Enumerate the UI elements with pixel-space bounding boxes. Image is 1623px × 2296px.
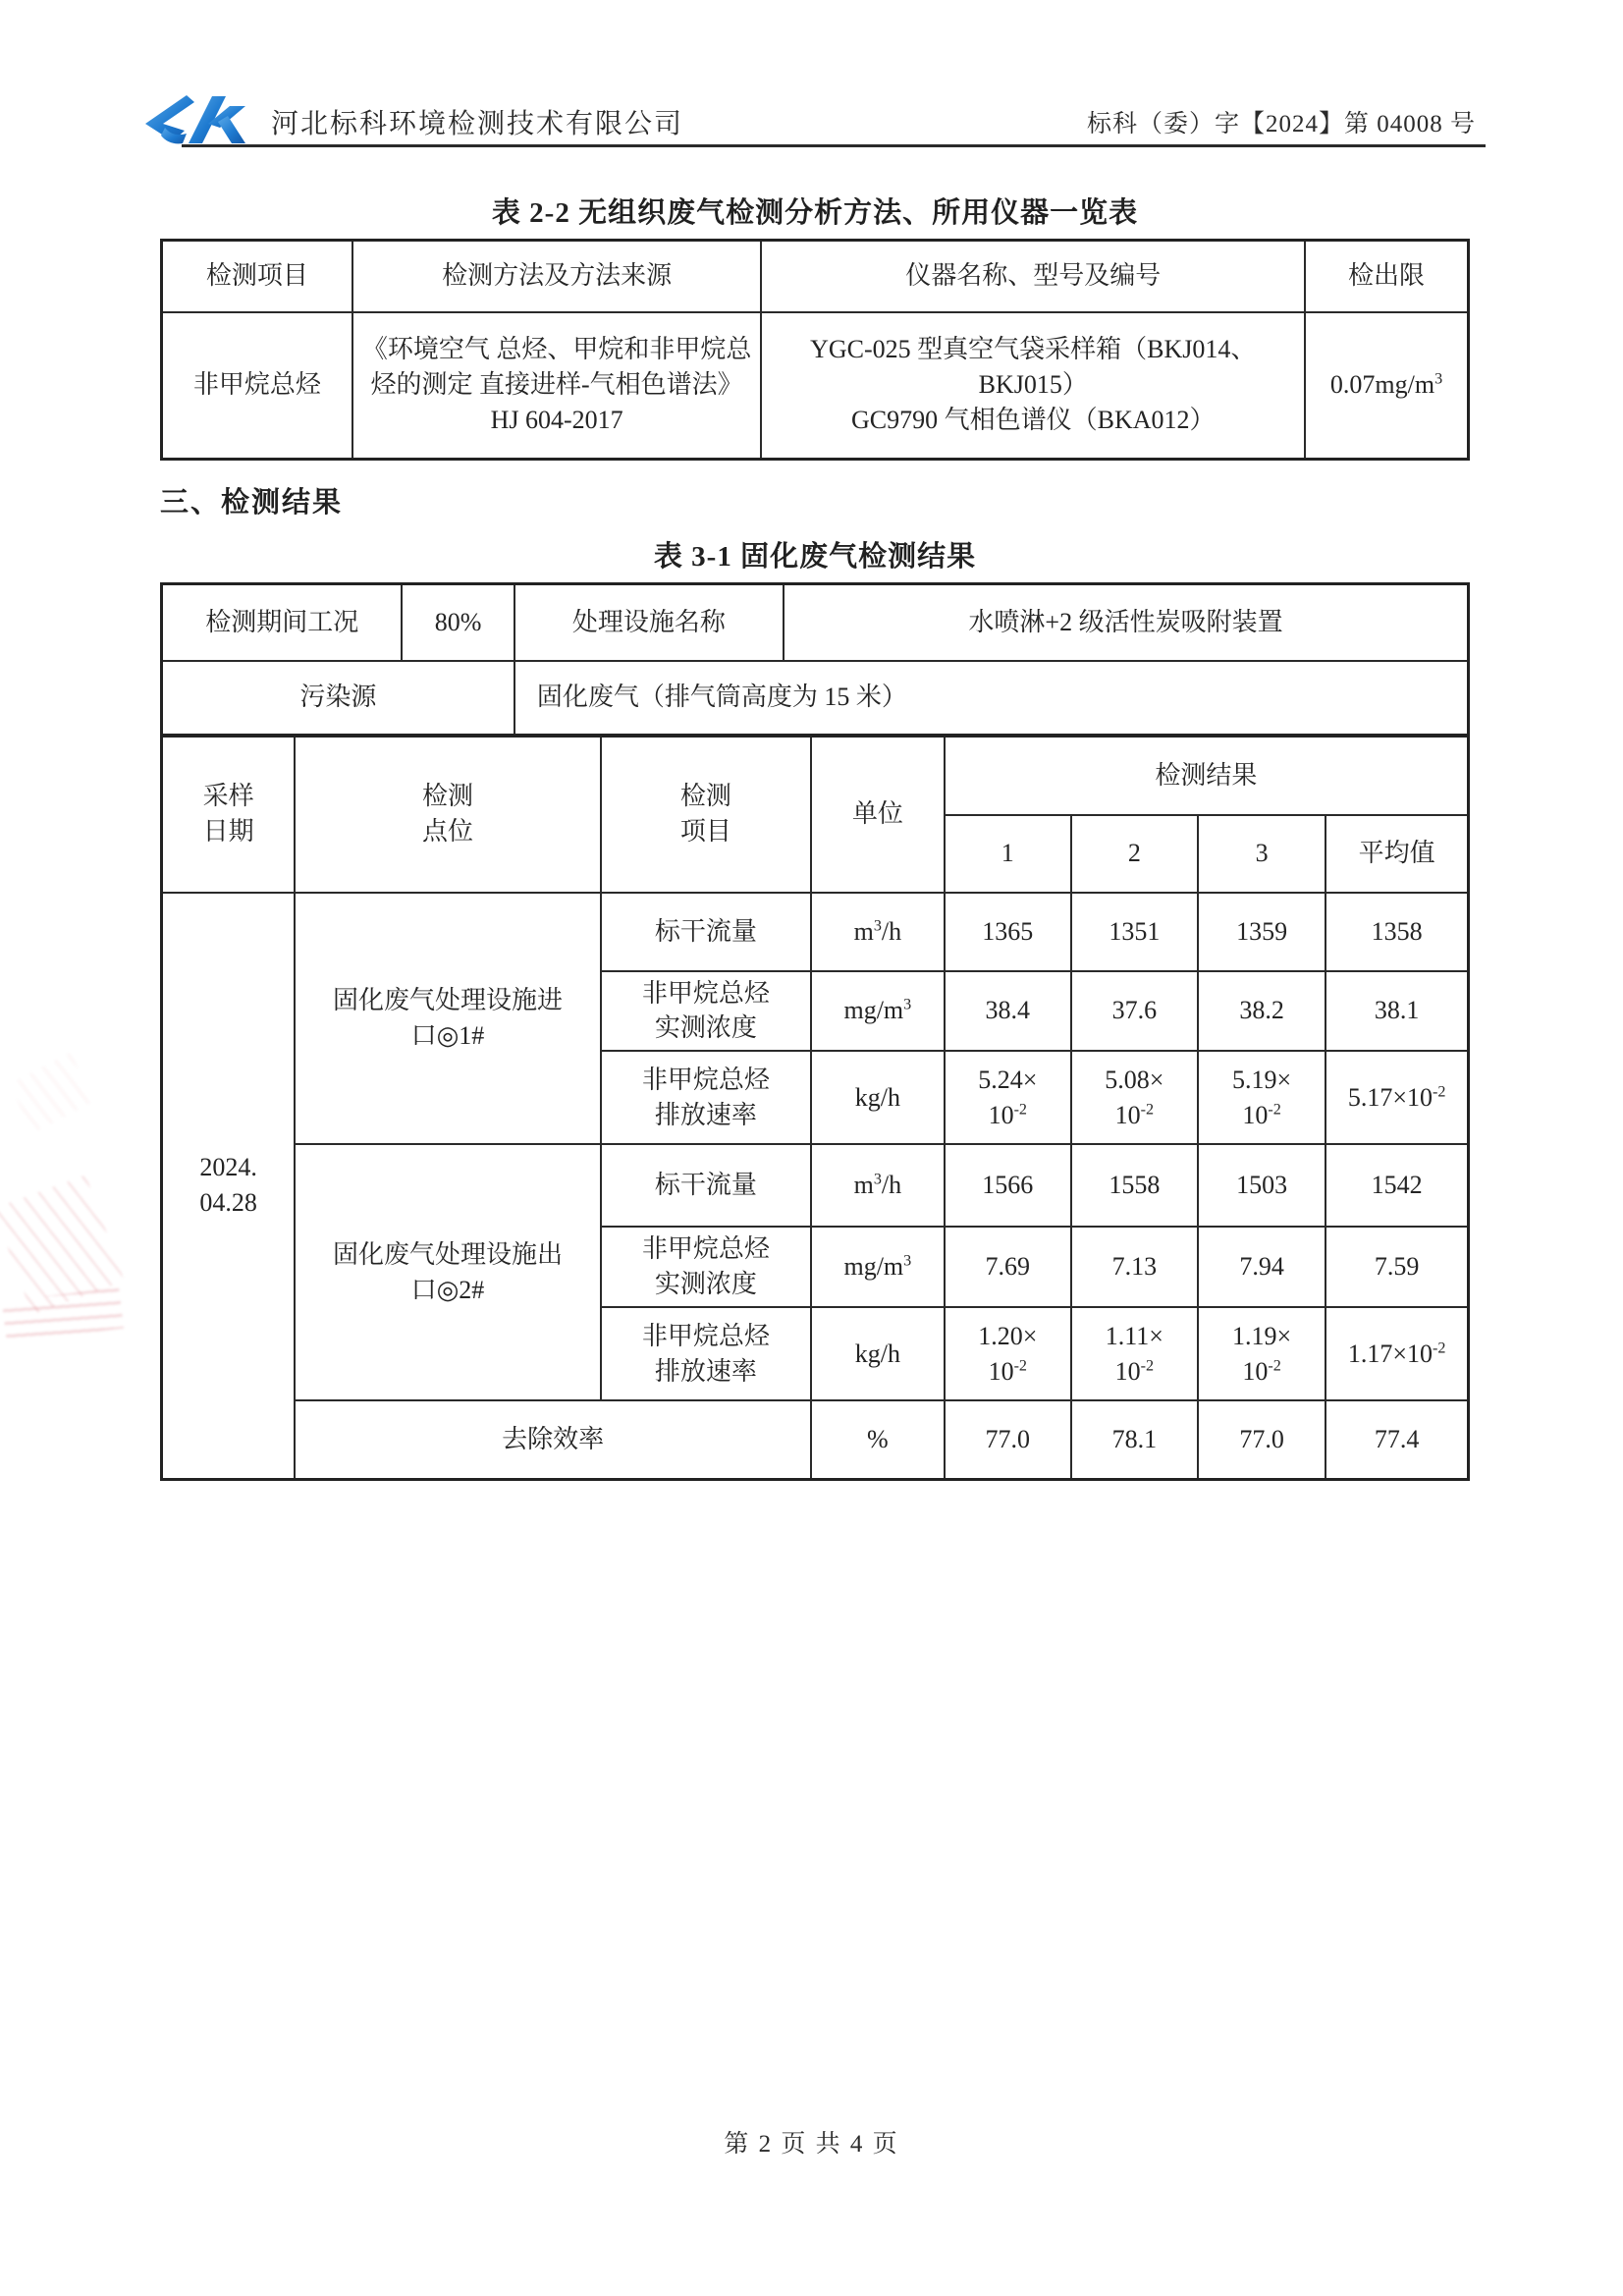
value-cell: 5.08× $10^{-2}$ xyxy=(1071,1051,1198,1144)
value-cell: 77.0 xyxy=(1198,1400,1325,1479)
item-cell: 非甲烷总烃 实测浓度 xyxy=(601,1227,811,1307)
unit-cell: $m^3/h$ xyxy=(811,893,945,971)
value-cell: 37.6 xyxy=(1071,971,1198,1052)
col-header-test-item: 检测 项目 xyxy=(601,737,811,893)
company-name: 河北标科环境检测技术有限公司 xyxy=(271,109,684,139)
col-header-average: 平均值 xyxy=(1325,815,1468,893)
col-header-unit: 单位 xyxy=(811,737,945,893)
removal-label: 去除效率 xyxy=(295,1400,811,1479)
value-cell: 7.13 xyxy=(1071,1227,1198,1307)
condition-row xyxy=(162,584,1469,661)
table-3-1-conditions xyxy=(160,582,1470,737)
header-divider xyxy=(182,144,1486,147)
red-stamp-artifact xyxy=(0,1175,125,1314)
inlet-flow-row xyxy=(162,893,1469,971)
company-logo-icon xyxy=(135,94,259,145)
average-cell: $1.17\times 10^{-2}$ xyxy=(1325,1307,1468,1400)
col-header-sample-date: 采样 日期 xyxy=(162,737,296,893)
sample-date-cell: 2024. 04.28 xyxy=(162,893,296,1480)
value-cell: 1503 xyxy=(1198,1144,1325,1227)
red-stamp-artifact xyxy=(2,1287,124,1342)
method-code: HJ 604-2017 xyxy=(490,406,623,435)
removal-efficiency-row xyxy=(162,1400,1469,1479)
item-cell: 标干流量 xyxy=(601,893,811,971)
value-cell: 1.11× $10^{-2}$ xyxy=(1071,1307,1198,1400)
col-header-results-group: 检测结果 xyxy=(945,737,1469,815)
cell-method xyxy=(352,312,762,460)
value-cell: 1365 xyxy=(945,893,1071,971)
table-2-2-data-row xyxy=(162,312,1469,460)
inlet-point-cell: 固化废气处理设施进 口◎1# xyxy=(295,893,600,1145)
pollution-source-row xyxy=(162,661,1469,736)
col-header-run-2: 2 xyxy=(1071,815,1198,893)
item-cell: 非甲烷总烃 实测浓度 xyxy=(601,971,811,1052)
cell-detection-limit: $0.07mg/m^3$ xyxy=(1305,312,1468,460)
col-header-sample-point: 检测 点位 xyxy=(295,737,600,893)
facility-value: 水喷淋+2 级活性炭吸附装置 xyxy=(784,584,1468,661)
value-cell: 1.20× $10^{-2}$ xyxy=(945,1307,1071,1400)
unit-cell: % xyxy=(811,1400,945,1479)
page-number: 第 2 页 共 4 页 xyxy=(724,2131,899,2158)
value-cell: 78.1 xyxy=(1071,1400,1198,1479)
table-3-1-title: 表 3-1 固化废气检测结果 xyxy=(653,541,977,573)
average-cell: 38.1 xyxy=(1325,971,1468,1052)
item-cell: 非甲烷总烃 排放速率 xyxy=(601,1307,811,1400)
cell-test-item: 非甲烷总烃 xyxy=(162,312,352,460)
instrument-sampler: YGC-025 型真空气袋采样箱（BKJ014、BKJ015） xyxy=(810,335,1257,400)
content-column xyxy=(160,191,1470,1481)
value-cell: 1566 xyxy=(945,1144,1071,1227)
col-header-instrument: 仪器名称、型号及编号 xyxy=(761,241,1305,312)
method-standard: 《环境空气 总烃、甲烷和非甲烷总烃的测定 直接进样-气相色谱法》 xyxy=(361,335,752,400)
source-label: 污染源 xyxy=(162,661,514,736)
average-cell: 1358 xyxy=(1325,893,1468,971)
value-cell: 38.2 xyxy=(1198,971,1325,1052)
item-cell: 标干流量 xyxy=(601,1144,811,1227)
unit-cell: $m^3/h$ xyxy=(811,1144,945,1227)
facility-label: 处理设施名称 xyxy=(514,584,784,661)
unit-cell: kg/h xyxy=(811,1307,945,1400)
col-header-detection-limit: 检出限 xyxy=(1305,241,1468,312)
unit-cell: $mg/m^3$ xyxy=(811,971,945,1052)
value-cell: 77.0 xyxy=(945,1400,1071,1479)
average-cell: 1542 xyxy=(1325,1144,1468,1227)
col-header-run-1: 1 xyxy=(945,815,1071,893)
value-cell: 1359 xyxy=(1198,893,1325,971)
outlet-flow-row xyxy=(162,1144,1469,1227)
unit-cell: $mg/m^3$ xyxy=(811,1227,945,1307)
average-cell: $5.17\times 10^{-2}$ xyxy=(1325,1051,1468,1144)
value-cell: 1.19× $10^{-2}$ xyxy=(1198,1307,1325,1400)
table-2-2-title: 表 2-2 无组织废气检测分析方法、所用仪器一览表 xyxy=(491,197,1139,229)
unit-cell: kg/h xyxy=(811,1051,945,1144)
average-cell: 77.4 xyxy=(1325,1400,1468,1479)
section-3-heading: 三、检测结果 xyxy=(160,487,344,519)
value-cell: 7.69 xyxy=(945,1227,1071,1307)
col-header-test-item: 检测项目 xyxy=(162,241,352,312)
report-number: 标科（委）字【2024】第 04008 号 xyxy=(1086,111,1476,137)
item-cell: 非甲烷总烃 排放速率 xyxy=(601,1051,811,1144)
table-2-2 xyxy=(160,239,1470,461)
results-header-row-1 xyxy=(162,737,1469,815)
table-2-2-header-row xyxy=(162,241,1469,312)
value-cell: 1558 xyxy=(1071,1144,1198,1227)
condition-label: 检测期间工况 xyxy=(162,584,403,661)
col-header-run-3: 3 xyxy=(1198,815,1325,893)
cell-instrument xyxy=(761,312,1305,460)
table-3-1-results xyxy=(160,735,1470,1481)
value-cell: 5.19× $10^{-2}$ xyxy=(1198,1051,1325,1144)
value-cell: 5.24× $10^{-2}$ xyxy=(945,1051,1071,1144)
outlet-point-cell: 固化废气处理设施出 口◎2# xyxy=(295,1144,600,1400)
col-header-method: 检测方法及方法来源 xyxy=(352,241,762,312)
value-cell: 38.4 xyxy=(945,971,1071,1052)
instrument-gc: GC9790 气相色谱仪（BKA012） xyxy=(850,406,1216,435)
value-cell: 7.94 xyxy=(1198,1227,1325,1307)
red-stamp-artifact xyxy=(9,1053,95,1132)
value-cell: 1351 xyxy=(1071,893,1198,971)
condition-value: 80% xyxy=(402,584,514,661)
source-value: 固化废气（排气筒高度为 15 米） xyxy=(514,661,1469,736)
average-cell: 7.59 xyxy=(1325,1227,1468,1307)
